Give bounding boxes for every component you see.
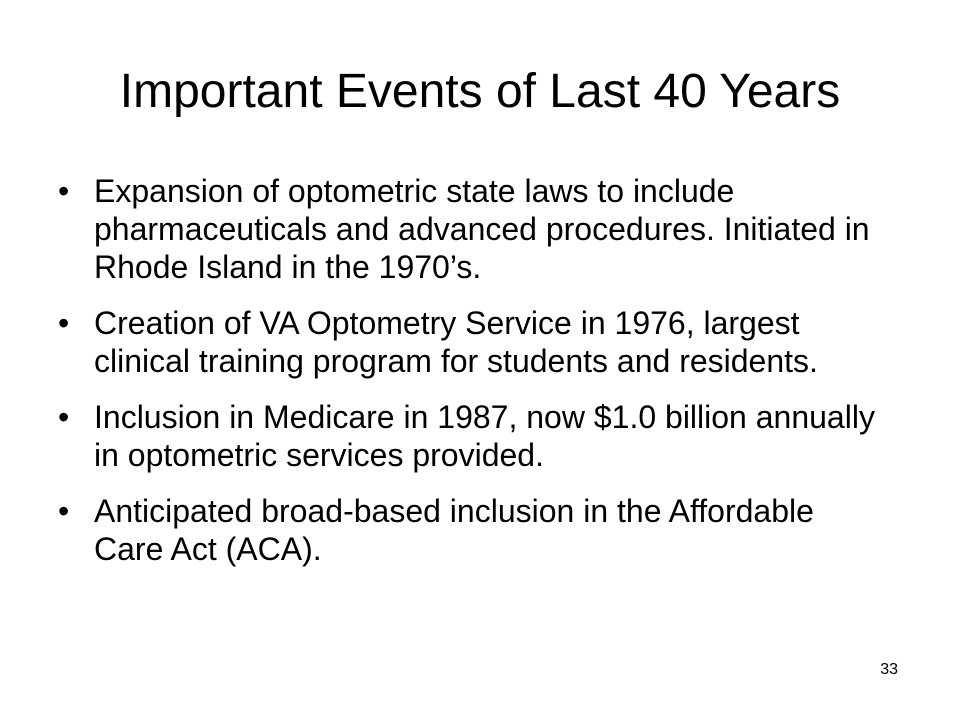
page-number: 33 xyxy=(880,661,898,678)
bullet-list xyxy=(58,172,878,568)
bullet-item-medicare xyxy=(58,398,878,474)
bullet-icon: • xyxy=(58,305,70,341)
slide-title: Important Events of Last 40 Years xyxy=(119,65,841,118)
bullet-text: Expansion of optometric state laws to include pharmaceuticals and advanced procedures. Initiated in Rhode Island in the 1970’s. xyxy=(94,173,870,285)
bullet-item-state-laws xyxy=(58,172,878,286)
bullet-item-aca xyxy=(58,492,878,568)
bullet-icon: • xyxy=(58,493,70,529)
bullet-text: Anticipated broad-based inclusion in the Affordable Care Act (ACA). xyxy=(94,493,814,567)
bullet-item-va-optometry xyxy=(58,304,878,380)
bullet-icon: • xyxy=(58,173,70,209)
bullet-text: Inclusion in Medicare in 1987, now $1.0 billion annually in optometric services provided. xyxy=(94,399,875,473)
bullet-icon: • xyxy=(58,399,70,435)
bullet-text: Creation of VA Optometry Service in 1976, largest clinical training program for students and residents. xyxy=(94,305,818,379)
